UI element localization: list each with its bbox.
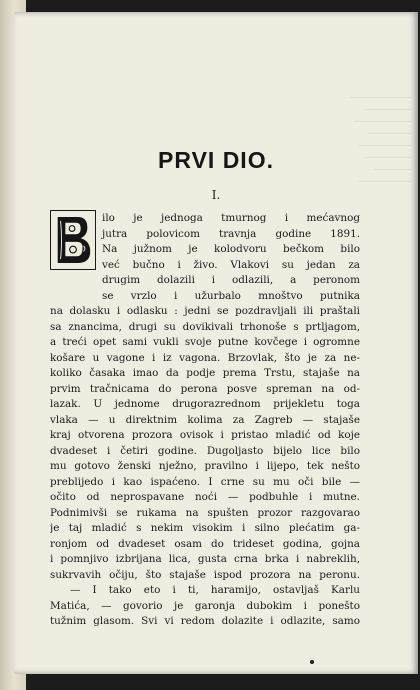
text-line: kraj otvorena prozora ovisok i pristao mladić od koje [50,429,360,441]
text-line: Matića, — govorio je garonja dubokim i ponešto [50,599,360,612]
text-line: drugim dolazili i odlazili, a peronom [102,274,360,286]
text-line: ronjom od dvadeset osam do trideset godina, gojna [50,537,360,550]
text-line: je taj mladić s nekim visokim i silno plećatim ga- [50,522,360,534]
text-line: preblijedo i kao ispaćeno. I crne su mu oči bile — [50,475,360,488]
text-line: a treći opet sami vukli svoje putne kovčege i ogromne [50,336,360,348]
text-line: košare u vagone i iz vagona. Brzovlak, što je za ne- [50,351,360,364]
body-text [50,211,360,630]
page-title: PRVI DIO. [158,147,274,173]
show-through-text: ───────────── ────────── ──────────── ───────── ─────────── ────────── ──────── ─────────── [349,93,412,186]
text-line: vlaka — u direktnim kolima za Zagreb — stajaše [50,413,360,426]
text-line: tužnim glasom. Svi vi redom dolazite i odlazite, samo [50,615,360,627]
text-line: lazak. U jednome drugorazrednom prijekletu toga [50,398,360,410]
text-line: koliko časaka imao da podje prema Trstu, stajaše na [50,367,360,379]
text-line: i pomnjivo izbrijana lica, gusta crna brka i nabreklih, [50,553,360,565]
text-line: mu gotovo ženski nježno, pravilno i lijepo, tek nešto [50,460,360,472]
text-line: očito od neprospavane noći — podbuhle i mutne. [50,491,360,503]
text-line: sukrvavih očiju, što stajaše ispod prozora na peronu. [50,568,360,581]
text-line: ilo je jednoga tmurnog i mećavnog [102,212,360,224]
text-line: jutra polovicom travnja godine 1891. [102,227,360,240]
text-line: Podnimivši se rukama na spušten prozor razgovarao [50,506,360,519]
book-page [14,12,418,674]
text-line: dvadeset i četiri godine. Dugoljasto bijelo lice bilo [50,444,360,457]
text-line: Na južnom je kolodvoru bečkom bilo [102,243,360,255]
text-line: se vrzlo i užurbalo mnoštvo putnika [102,289,360,302]
text-line: — I tako eto i ti, haramijo, ostavljaš Karlu [70,584,360,596]
text-line: već bučno i živo. Vlakovi su jedan za [102,258,360,271]
ink-dot [310,660,314,664]
chapter-number: I. [211,188,221,202]
text-line: prvim tračnicama do perona posve spreman na od- [50,382,360,395]
text-line: na dolasku i odlasku : jedni se pozdravljali ili praštali [50,305,360,317]
text-line: sa znancima, drugi su dovikivali trhonoše s prtljagom, [50,320,360,333]
